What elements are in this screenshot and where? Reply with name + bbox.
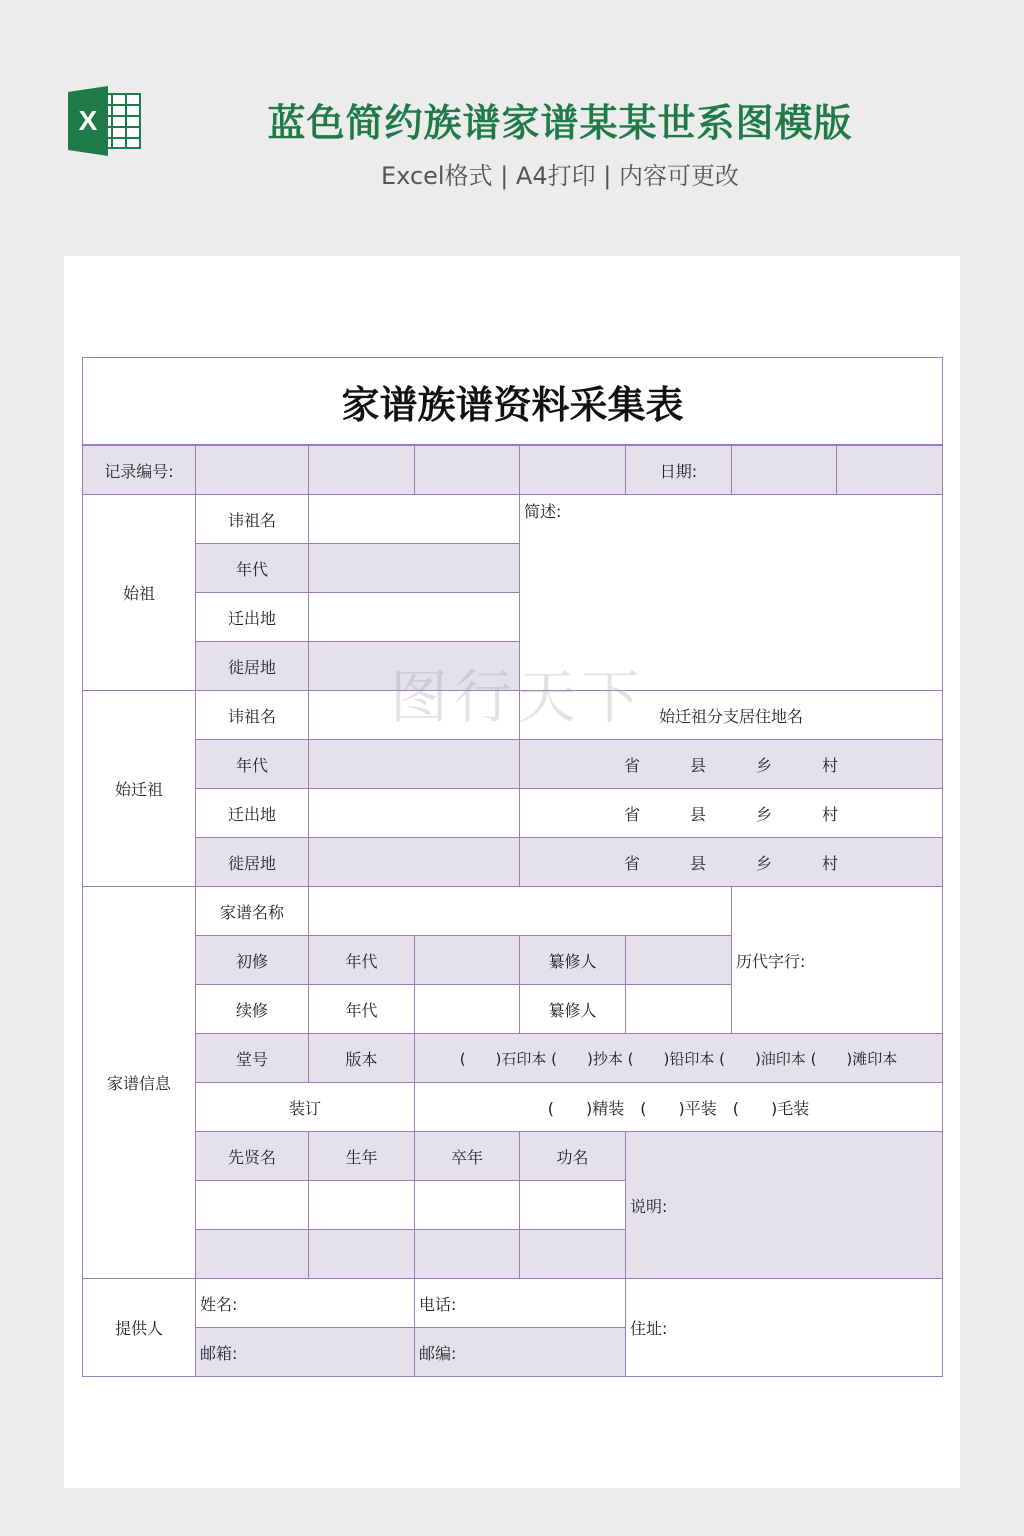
migrant-name-input[interactable]	[309, 691, 520, 740]
genealogy-label: 家谱信息	[83, 887, 196, 1279]
sage-header: 卒年	[415, 1132, 520, 1181]
sage-cell[interactable]	[196, 1181, 309, 1230]
ancestor-row-label: 讳祖名	[196, 495, 309, 544]
svg-text:X: X	[78, 105, 98, 136]
migrant-label: 始迁祖	[83, 691, 196, 887]
generation-names[interactable]: 历代字行:	[732, 887, 943, 1034]
record-no-cell-3[interactable]	[415, 445, 520, 495]
ancestor-name-input[interactable]	[309, 495, 520, 544]
sage-note[interactable]: 说明:	[626, 1132, 943, 1279]
first-edit-label: 初修	[196, 936, 309, 985]
cont-era-label: 年代	[309, 985, 415, 1034]
sage-cell[interactable]	[415, 1181, 520, 1230]
cont-era-input[interactable]	[415, 985, 520, 1034]
provider-email[interactable]: 邮箱:	[196, 1328, 415, 1377]
sage-cell[interactable]	[415, 1230, 520, 1279]
migrant-origin-input[interactable]	[309, 789, 520, 838]
ancestor-row-label: 年代	[196, 544, 309, 593]
migrant-row-label: 徙居地	[196, 838, 309, 887]
ancestor-label: 始祖	[83, 495, 196, 691]
genealogy-name-label: 家谱名称	[196, 887, 309, 936]
date-cell-1[interactable]	[732, 445, 837, 495]
migrant-row-label: 迁出地	[196, 789, 309, 838]
form-title: 家谱族谱资料采集表	[83, 358, 943, 446]
record-no-label: 记录编号:	[83, 445, 196, 495]
binding-options[interactable]: ( )精装 ( )平装 ( )毛装	[415, 1083, 943, 1132]
genealogy-name-input[interactable]	[309, 887, 732, 936]
ancestor-origin-input[interactable]	[309, 593, 520, 642]
ancestor-summary[interactable]: 简述:	[520, 495, 943, 691]
page-title: 蓝色简约族谱家谱某某世系图模版	[267, 101, 853, 145]
provider-phone[interactable]: 电话:	[415, 1279, 626, 1328]
sage-cell[interactable]	[520, 1230, 626, 1279]
ancestor-residence-input[interactable]	[309, 642, 520, 691]
branch-place-row[interactable]: 省 县 乡 村	[520, 740, 943, 789]
hall-label: 堂号	[196, 1034, 309, 1083]
branch-place-row[interactable]: 省 县 乡 村	[520, 838, 943, 887]
ancestor-era-input[interactable]	[309, 544, 520, 593]
provider-name[interactable]: 姓名:	[196, 1279, 415, 1328]
first-compiler-input[interactable]	[626, 936, 732, 985]
page-subtitle: Excel格式 | A4打印 | 内容可更改	[381, 162, 739, 190]
record-no-cell-4[interactable]	[520, 445, 626, 495]
record-no-cell-2[interactable]	[309, 445, 415, 495]
provider-address[interactable]: 住址:	[626, 1279, 943, 1377]
binding-label: 装订	[196, 1083, 415, 1132]
ancestor-row-label: 徙居地	[196, 642, 309, 691]
first-era-label: 年代	[309, 936, 415, 985]
cont-edit-label: 续修	[196, 985, 309, 1034]
edition-options[interactable]: ( )石印本 ( )抄本 ( )铅印本 ( )油印本 ( )滩印本	[415, 1034, 943, 1083]
branch-header: 始迁祖分支居住地名	[520, 691, 943, 740]
sage-header: 生年	[309, 1132, 415, 1181]
cont-compiler-label: 纂修人	[520, 985, 626, 1034]
branch-place-row[interactable]: 省 县 乡 村	[520, 789, 943, 838]
sage-cell[interactable]	[309, 1230, 415, 1279]
sage-cell[interactable]	[196, 1230, 309, 1279]
sage-cell[interactable]	[520, 1181, 626, 1230]
migrant-era-input[interactable]	[309, 740, 520, 789]
first-era-input[interactable]	[415, 936, 520, 985]
sage-header: 先贤名	[196, 1132, 309, 1181]
edition-label: 版本	[309, 1034, 415, 1083]
provider-postcode[interactable]: 邮编:	[415, 1328, 626, 1377]
migrant-residence-input[interactable]	[309, 838, 520, 887]
date-label: 日期:	[626, 445, 732, 495]
date-cell-2[interactable]	[837, 445, 943, 495]
sage-cell[interactable]	[309, 1181, 415, 1230]
provider-label: 提供人	[83, 1279, 196, 1377]
record-no-cell-1[interactable]	[196, 445, 309, 495]
first-compiler-label: 纂修人	[520, 936, 626, 985]
cont-compiler-input[interactable]	[626, 985, 732, 1034]
watermark: 图行天下	[390, 663, 647, 731]
genealogy-form	[82, 357, 943, 1377]
migrant-row-label: 讳祖名	[196, 691, 309, 740]
excel-icon	[68, 86, 142, 156]
sage-header: 功名	[520, 1132, 626, 1181]
ancestor-row-label: 迁出地	[196, 593, 309, 642]
migrant-row-label: 年代	[196, 740, 309, 789]
